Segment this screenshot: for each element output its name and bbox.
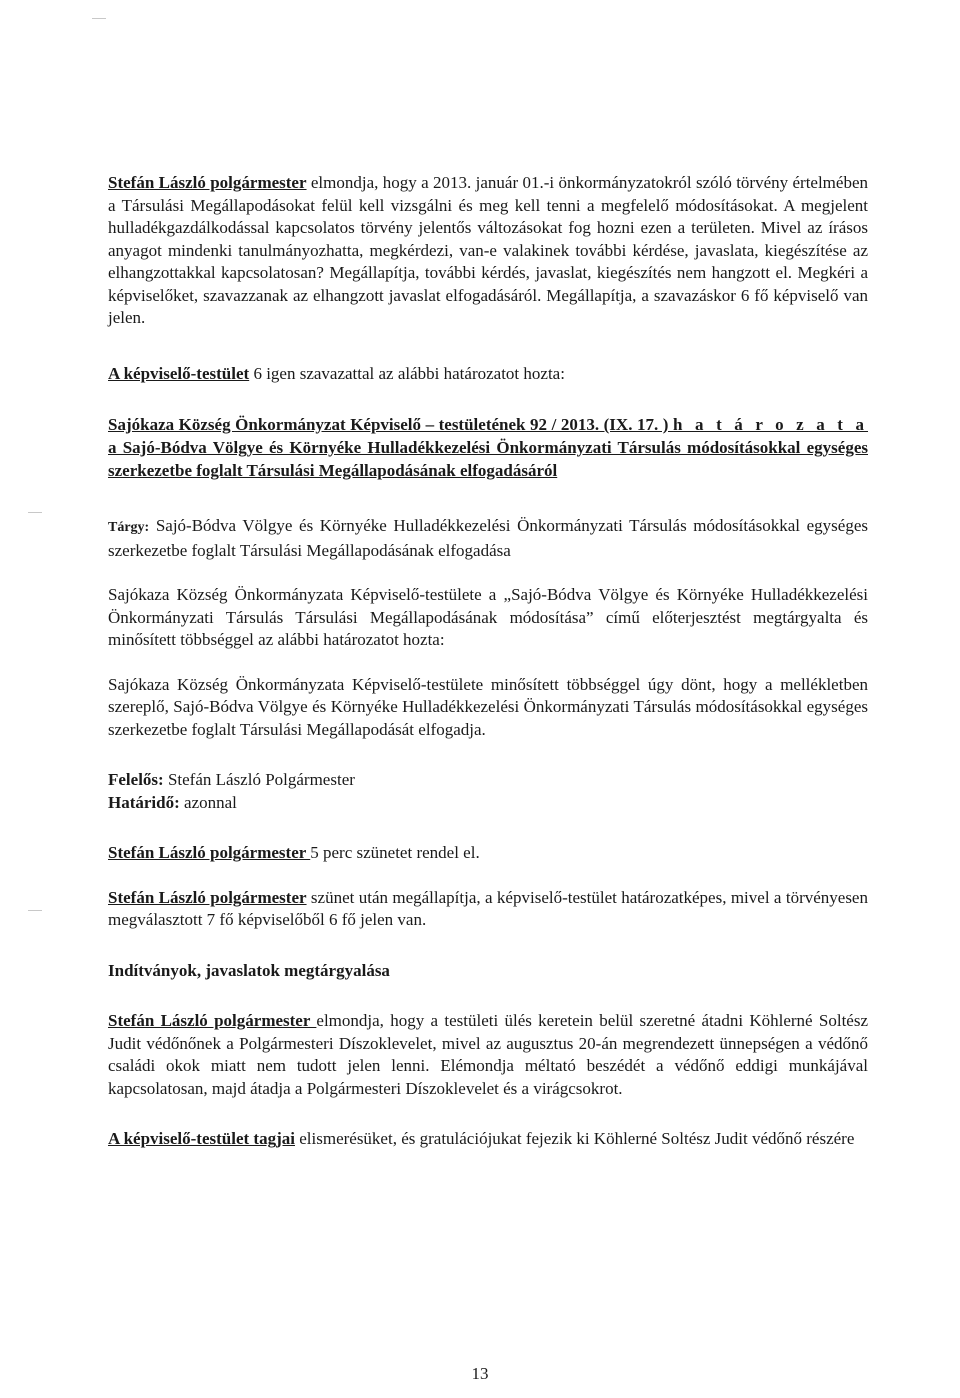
section-heading: Indítványok, javaslatok megtárgyalása <box>108 960 390 980</box>
targy-text: Sajó-Bódva Völgye és Környéke Hulladékkezelési Önkormányzati Társulás módosításokkal egységes szerkezetbe foglalt Társulási Megállapodásának elfogadása <box>108 516 868 560</box>
speaker-name: Stefán László polgármester <box>108 843 311 862</box>
speaker-name: Stefán László polgármester <box>108 1011 317 1030</box>
deadline-label: Határidő: <box>108 792 180 812</box>
paragraph-award <box>108 1010 868 1100</box>
paragraph-text: 6 igen szavazattal az alábbi határozatot hozta: <box>249 363 565 383</box>
paragraph-decision: Sajókaza Község Önkormányzata Képviselő-testülete minősített többséggel úgy dönt, hogy a mellékletben szereplő, Sajó-Bódva Völgye és Környéke Hulladékkezelési Önkormányzati Társulás módosításokkal egységes szerkezetbe foglalt Társulási Megállapodását elfogadja. <box>108 674 868 739</box>
resolution-title <box>108 413 868 482</box>
resolution-title-part1: Sajókaza Község Önkormányzat Képviselő – testületének 92 / 2013. (IX. 17. ) <box>108 415 674 434</box>
paragraph-congratulation <box>108 1128 868 1151</box>
paragraph-text: szünet után megállapítja, a képviselő-testület határozatképes, mivel a törvényesen megválasztott 7 fő képviselőből 6 fő jelen van. <box>108 887 868 929</box>
document-body <box>108 172 868 1151</box>
paragraph-vote <box>108 363 868 386</box>
paragraph-targy <box>108 515 868 562</box>
scan-mark <box>28 910 42 911</box>
responsible-line <box>108 769 868 792</box>
paragraph-after-break <box>108 887 868 932</box>
paragraph-text: elmondja, hogy a testületi ülés keretein belül szeretné átadni Köhlerné Soltész Judit védőnőnek a Polgármesteri Díszoklevelet, mivel az augusztus 20-án megrendezett ünnepségen a védőnő családi okok miatt nem tudott jelen lenni. Elémondja méltató beszédét a védőnő eddigi munkájával kapcsolatosan, majd átadja a Polgármesteri Díszoklevelet és a virágcsokrot. <box>108 1011 868 1098</box>
paragraph-opening <box>108 172 868 330</box>
speaker-name: Stefán László polgármester <box>108 173 307 192</box>
subject-name: A képviselő-testület tagjai <box>108 1129 295 1148</box>
subject-name: A képviselő-testület <box>108 363 250 383</box>
paragraph-break <box>108 842 868 865</box>
targy-label: Tárgy: <box>108 520 150 535</box>
deadline-line <box>108 792 868 815</box>
scan-mark <box>28 512 42 513</box>
page-number: 13 <box>471 1364 489 1383</box>
scan-mark <box>92 18 106 19</box>
responsible-label: Felelős: <box>108 770 164 789</box>
resolution-title-part2: h a t á r o z a t a <box>673 415 869 434</box>
paragraph-text: elismerésüket, és gratulációjukat fejezik ki Köhlerné Soltész Judit védőnő részére <box>294 1129 855 1148</box>
responsible-value: Stefán László Polgármester <box>163 770 355 789</box>
deadline-value: azonnal <box>179 792 237 812</box>
paragraph-proposal: Sajókaza Község Önkormányzata Képviselő-testülete a „Sajó-Bódva Völgye és Környéke Hulladékkezelési Önkormányzati Társulás Társulási Megállapodásának módosítása” című előterjesztést megtárgyalta és minősített többséggel az alábbi határozatot hozta: <box>108 585 868 649</box>
resolution-title-part3: a Sajó-Bódva Völgye és Környéke Hulladékkezelési Önkormányzati Társulás módosításokkal egységes szerkezetbe foglalt Társulási Megállapodásának elfogadásáról <box>108 438 868 480</box>
paragraph-text: 5 perc szünetet rendel el. <box>310 843 480 862</box>
speaker-name: Stefán László polgármester <box>108 887 307 907</box>
paragraph-text: elmondja, hogy a 2013. január 01.-i önkormányzatokról szóló törvény értelmében a Társulási Megállapodásokat felül kell vizsgálni és meg kell tenni a megfelelő módosításokat. A megjelent hulladékgazdálkodással kapcsolatos törvény jelentős változásokat fog hozni ezen a területen. Mivel az írásos anyagot mindenki tanulmányozhatta, megkérdezi, van-e valakinek további kérdése, javaslata, kiegészítése az elhangzottakkal kapcsolatosan? Megállapítja, további kérdés, javaslat, kiegészítés nem hangzott el. Megkéri a képviselőket, szavazzanak az elhangzott javaslat elfogadásáról. Megállapítja, a szavazáskor 6 fő képviselő van jelen. <box>108 173 868 327</box>
